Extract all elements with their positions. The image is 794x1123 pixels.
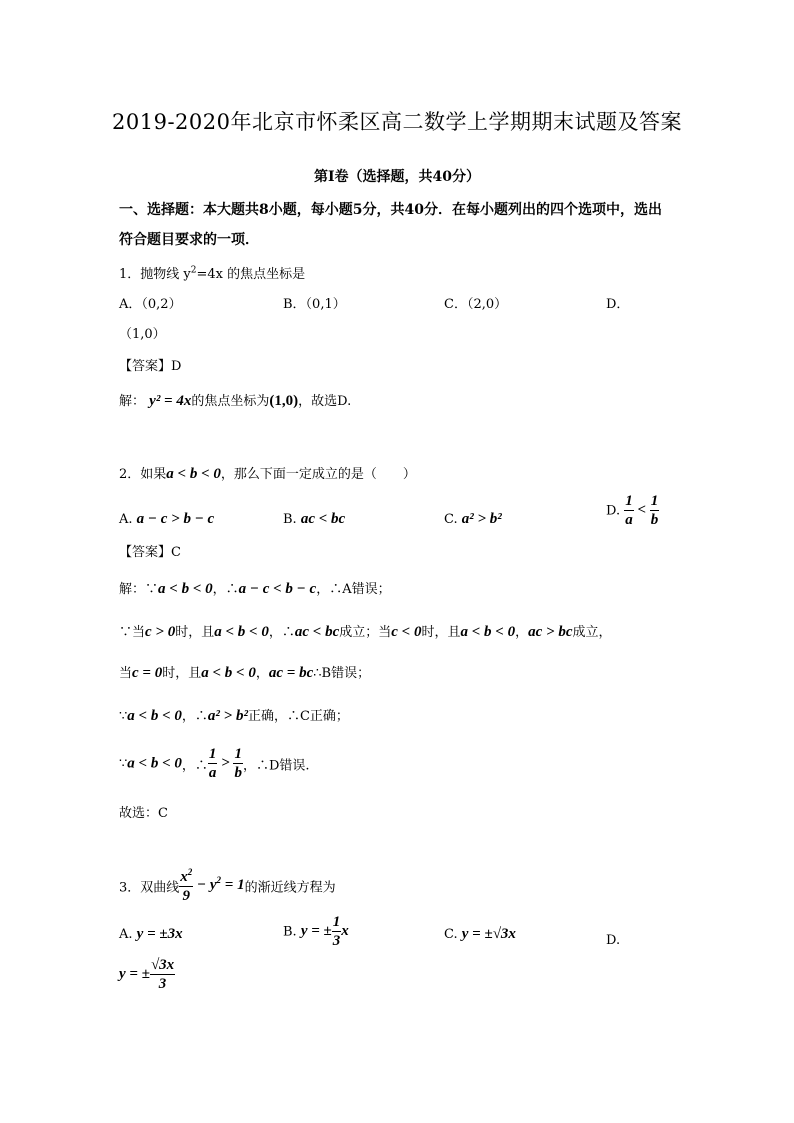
- q2-final: 故选：C: [119, 806, 168, 821]
- q2-solution-line5: [119, 747, 310, 781]
- q2-condition: a < b < 0: [166, 466, 221, 482]
- q2-answer: 【答案】C: [119, 545, 181, 560]
- q2-l4-mid: ，∴: [181, 709, 208, 724]
- q2-l2-expr2: ac > bc: [528, 624, 573, 640]
- q2-l2-t6: 成立，: [572, 625, 612, 640]
- q2-opt-d-frac-left: $\frac{1}{a}$: [625, 493, 633, 528]
- q1-solution: [119, 390, 351, 410]
- q3-opt-c-expr: y = ±√3x: [461, 926, 516, 942]
- q1-stem-pre: 1．抛物线 y: [119, 267, 191, 282]
- q2-l3-pre: 当: [119, 666, 133, 681]
- q2-stem: [119, 463, 416, 483]
- q1-stem: [119, 263, 305, 282]
- q2-l2-t3: 成立；当: [339, 625, 392, 640]
- q3-opt-c-label: C.: [444, 927, 458, 942]
- q1-answer: 【答案】D: [119, 359, 182, 374]
- q3-option-d-expr: [119, 958, 175, 992]
- q2-solution-line1: [119, 578, 391, 598]
- q2-l1-expr: a − c < b − c: [238, 581, 317, 597]
- q3-hyperbola-equation: $\frac{x^2}{9}$ − $y^2 = 1$: [180, 867, 245, 904]
- q1-stem-post: =4x 的焦点坐标是: [196, 267, 306, 282]
- q2-l2-cond2: a < b < 0: [460, 624, 516, 640]
- q2-l3-post: ∴B错误；: [313, 666, 371, 681]
- q3-stem-pre: 3．双曲线: [119, 880, 180, 896]
- page-title: 2019-2020年北京市怀柔区高二数学上学期期末试题及答案: [112, 110, 682, 134]
- q2-l5-cond: a < b < 0: [127, 755, 182, 772]
- q2-opt-d-expr: $\frac{1}{a}$ < $\frac{1}{b}$: [625, 493, 659, 528]
- q3-option-c: [444, 926, 516, 943]
- q2-l5-post: ，∴D错误.: [242, 758, 310, 774]
- q2-l1-cond: a < b < 0: [158, 581, 213, 597]
- q1-option-d-value: （1,0）: [119, 327, 166, 342]
- q2-l2-pre: ∵当: [119, 625, 146, 640]
- q3-opt-d-expr: y = ± $\frac{√3x}{3}$: [119, 957, 175, 992]
- q2-l2-c: c > 0: [145, 624, 176, 640]
- q2-l2-t2: ，∴: [268, 625, 295, 640]
- q2-opt-b-expr: ac < bc: [300, 511, 346, 527]
- q3-opt-b-frac: $\frac{1}{3}$: [332, 914, 341, 949]
- q1-sol-equation: y² = 4x: [149, 393, 192, 409]
- section-instructions-line1: 一、选择题：本大题共8小题，每小题5分，共40分．在每小题列出的四个选项中，选出: [119, 202, 662, 218]
- q2-opt-b-label: B.: [283, 512, 297, 527]
- q3-option-a: [119, 926, 183, 943]
- q1-option-c: C．（2,0）: [444, 297, 508, 312]
- q1-option-d-label: D．: [606, 297, 630, 312]
- q2-l5-frac-right: $\frac{1}{b}$: [234, 746, 242, 781]
- q2-option-d: [606, 494, 659, 528]
- q2-opt-a-label: A.: [119, 512, 133, 527]
- q1-sol-mid: 的焦点坐标为: [191, 394, 270, 409]
- q2-l3-expr: ac = bc: [268, 665, 314, 681]
- q2-l5-pre: ∵: [119, 756, 128, 772]
- q2-stem-post: ，那么下面一定成立的是（ ）: [220, 467, 416, 482]
- q2-opt-a-expr: a − c > b − c: [136, 511, 215, 527]
- q1-option-a: A．（0,2）: [119, 297, 182, 312]
- q3-stem: [119, 868, 336, 904]
- q3-option-d-label: D.: [606, 933, 621, 948]
- q2-l5-frac-left: $\frac{1}{a}$: [208, 746, 217, 781]
- q1-exponent: 2: [190, 265, 197, 276]
- q2-l1-mid: ，∴: [212, 582, 239, 597]
- q2-l4-cond: a < b < 0: [127, 708, 182, 724]
- q2-l4-post: 正确，∴C正确；: [247, 709, 349, 724]
- q2-l4-expr: a² > b²: [207, 708, 248, 724]
- q3-opt-b-expr: y = ± $\frac{1}{3}$ x: [300, 914, 349, 949]
- q2-opt-d-frac-right: $\frac{1}{b}$: [650, 493, 659, 528]
- q2-solution-line2: [119, 621, 612, 641]
- q2-l2-cond: a < b < 0: [214, 624, 269, 640]
- section-instructions-line2: 符合题目要求的一项．: [119, 232, 259, 248]
- q2-solution-line4: [119, 705, 349, 725]
- q3-opt-a-label: A.: [119, 927, 133, 942]
- q3-opt-d-frac: $\frac{√3x}{3}$: [150, 957, 175, 992]
- q2-opt-d-label: D.: [606, 503, 621, 519]
- q1-sol-pre: 解：: [119, 394, 146, 409]
- q3-stem-post: 的渐近线方程为: [244, 880, 336, 896]
- q1-sol-point: (1,0): [269, 393, 299, 409]
- q2-option-b: [283, 511, 345, 528]
- q3-opt-a-expr: y = ±3x: [136, 926, 183, 942]
- q2-l1-pre: 解：∵: [119, 582, 159, 597]
- q3-frac: $\frac{x^2}{9}$: [180, 867, 193, 904]
- q2-l5-expr: $\frac{1}{a}$ > $\frac{1}{b}$: [208, 746, 242, 781]
- q3-option-b: [283, 915, 349, 949]
- q2-l2-expr: ac < bc: [294, 624, 340, 640]
- q2-option-c: [444, 511, 502, 528]
- q2-l1-post: ，∴A错误；: [316, 582, 391, 597]
- q2-solution-line3: [119, 662, 370, 682]
- q1-sol-post: ，故选D.: [298, 394, 352, 409]
- q3-opt-b-label: B.: [283, 924, 297, 940]
- q2-l2-t4: 时，且: [421, 625, 461, 640]
- q2-l4-pre: ∵: [119, 709, 128, 724]
- q2-opt-c-label: C.: [444, 512, 458, 527]
- q2-stem-pre: 2．如果: [119, 467, 167, 482]
- q1-option-b: B．（0,1）: [283, 297, 346, 312]
- part-title: 第Ⅰ卷（选择题，共40分）: [313, 169, 481, 185]
- q2-option-a: [119, 511, 214, 528]
- q2-l2-t5: ，: [515, 625, 529, 640]
- q2-l2-t1: 时，且: [175, 625, 215, 640]
- q2-l3-t1: 时，且: [162, 666, 202, 681]
- q2-l3-c: c = 0: [132, 665, 163, 681]
- q2-l5-mid: ，∴: [181, 758, 208, 774]
- q2-l3-t2: ，: [255, 666, 269, 681]
- q2-l3-cond: a < b < 0: [201, 665, 256, 681]
- q2-l2-c2: c < 0: [391, 624, 422, 640]
- q2-opt-c-expr: a² > b²: [461, 511, 502, 527]
